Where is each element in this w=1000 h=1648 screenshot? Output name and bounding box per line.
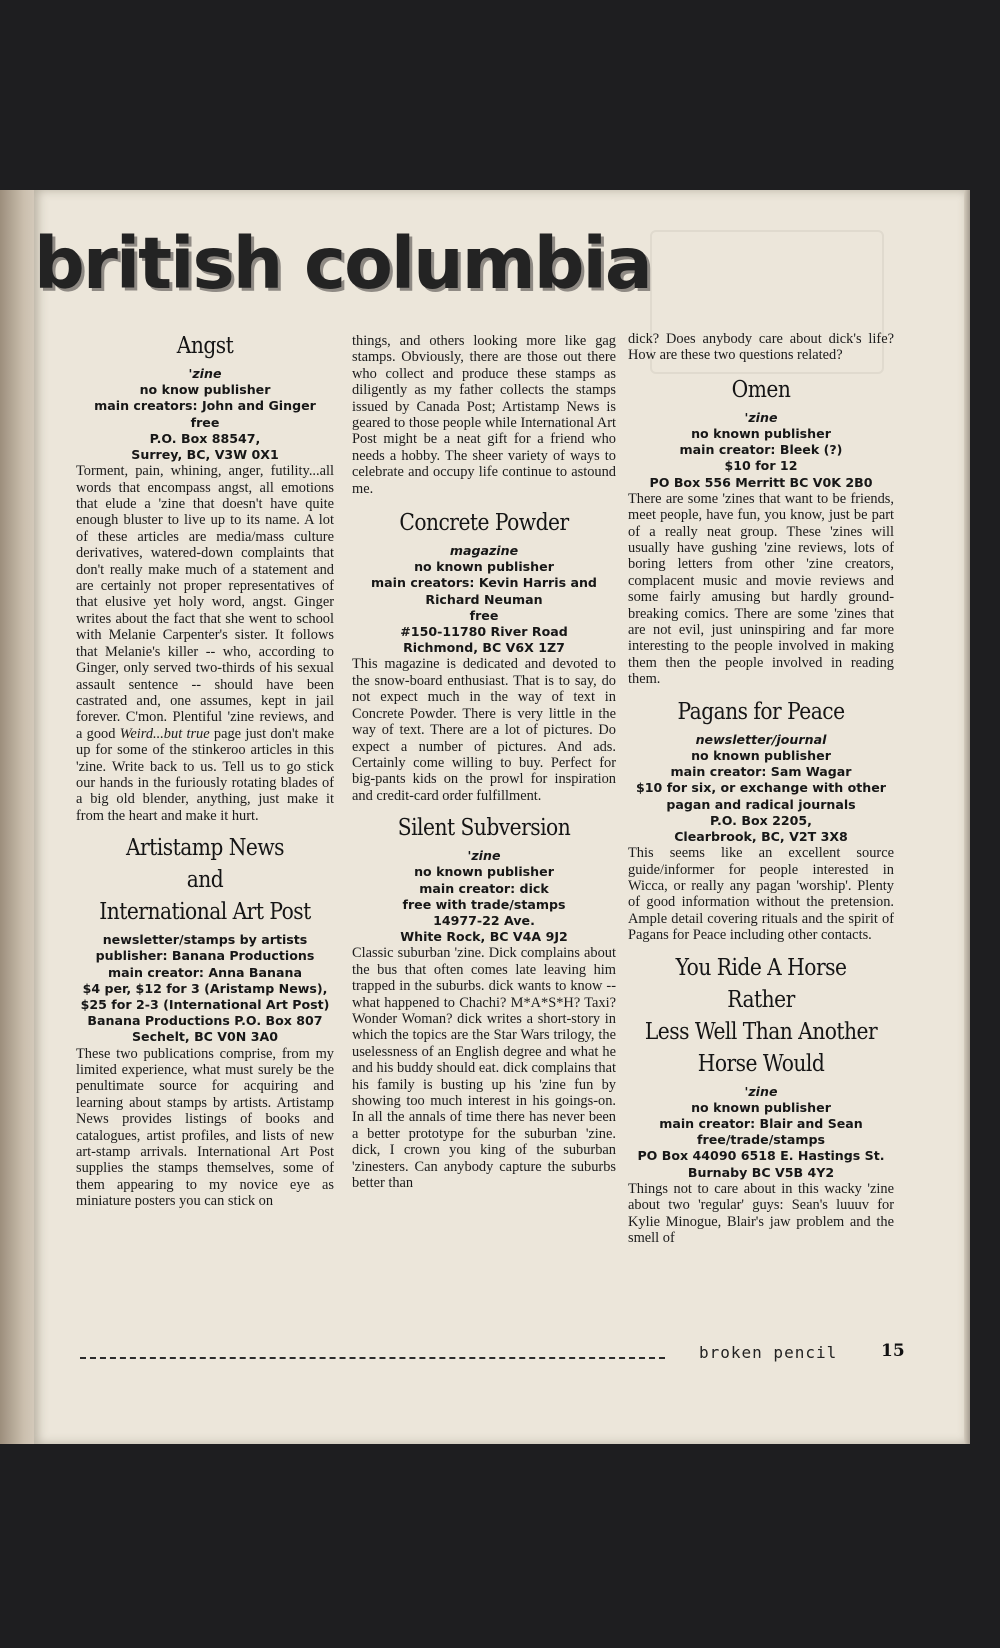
entry-address: Richmond, BC V6X 1Z7 — [403, 640, 565, 656]
entry-publisher: publisher: Banana Productions — [95, 948, 315, 964]
entry-meta-pagans-for-peace — [628, 732, 894, 845]
entry-price: free — [190, 414, 220, 430]
entry-creators: main creator: Sam Wagar — [670, 764, 852, 780]
entry-title-omen: Omen — [731, 376, 791, 403]
entry-publisher: no known publisher — [414, 559, 554, 575]
entry-address: Burnaby BC V5B 4Y2 — [687, 1164, 835, 1180]
footer-publication-name: broken pencil — [699, 1343, 838, 1362]
entry-body-silent-subversion: Classic suburban 'zine. Dick complains about the bus that often comes late leaving him trapped in the suburbs. dick wants to know -- what happened to Chachi? M*A*S*H? Taxi? Wonder Woman? dick writes a short-story in which the topics are the Star Wars trilogy, the uselessness of an English degree and what he and his buddy should eat. dick complains that his family is busting up his 'zine fun by showing too much interest in his goings-on. In all the annals of time there has never been a better prototype for the suburban 'zine. dick, I crown you king of the suburban 'zinesters. Can anybody capture the suburbs better than — [352, 945, 616, 1192]
entry-type: 'zine — [188, 366, 222, 381]
entry-body-you-ride-a-horse: Things not to care about in this wacky 'zine about two 'regular' guys: Sean's luuuv for Kylie Minogue, Blair's jaw problem and the smell of — [628, 1180, 894, 1246]
title-line: Horse Would — [697, 1050, 825, 1077]
body-text: Torment, pain, whining, anger, futility...all words that encompass angst, all emotions that elude a 'zine that doesn't have quite enough bluster to live up to its name. A lot of these articles are media/mass culture derivatives, watered-down complaints that don't really make much of a statement and are certainly not proper representatives of that elusive yet holy word, angst. Ginger writes about the fact that she went to school with Melanie Carpenter's sister. It follows that Melanie's killer -- who, according to Ginger, only served two-thirds of his sexual assault sentence -- should have been castrated and, one assumes, kept in jail forever. C'mon. Plentiful 'zine reviews, and a good — [76, 463, 334, 742]
footer-page-number: 15 — [881, 1341, 905, 1361]
entry-address: White Rock, BC V4A 9J2 — [400, 929, 568, 945]
column-right — [628, 331, 894, 1341]
title-line: Artistamp News — [125, 835, 285, 862]
entry-title-angst: Angst — [176, 333, 234, 359]
entry-address: PO Box 44090 6518 E. Hastings St. — [637, 1148, 885, 1164]
entry-body-omen: There are some 'zines that want to be friends, meet people, have fun, you know, just be part of a really neat group. These 'zines will usually have gushing 'zine reviews, lots of boring letters from other 'zine creators, complacent music and movie reviews and some fairly amusing but hardly ground-breaking comics. There are some 'zines that are not evil, just uninspiring and far more interesting to the people involved in making them then the people involved in reading them. — [628, 490, 894, 688]
entry-price: pagan and radical journals — [666, 796, 856, 812]
body-text: page just don't make up for some of the stinkeroo articles in this 'zine. Write back to us. Tell us to go stick our hands in the furiously rotating blades of a big old blender, anything, just make it from the heart and make it hurt. — [76, 725, 334, 824]
entry-publisher: no known publisher — [691, 1099, 831, 1115]
entry-type: 'zine — [744, 1083, 778, 1099]
entry-meta-you-ride-a-horse — [628, 1084, 894, 1181]
entry-title-concrete-powder: Concrete Powder — [399, 510, 569, 537]
entry-body-silent-subversion-continued: dick? Does anybody care about dick's life? How are these two questions related? — [628, 331, 894, 364]
entry-meta-omen — [628, 410, 894, 491]
entry-address: 14977-22 Ave. — [433, 912, 535, 928]
entry-body-artistamp-continued: things, and others looking more like gag stamps. Obviously, there are those out there who collect and produce these stamps as diligently as my father collects the stamps issued by Canada Post; Artistamp News is geared to those people while International Art Post might be a neat gift for a friend who needs a hobby. The sheer variety of ways to celebrate and occupy life continue to astound me. — [352, 333, 616, 497]
entry-address: Banana Productions P.O. Box 807 — [87, 1013, 323, 1029]
entry-creators: main creator: Anna Banana — [108, 964, 302, 980]
page-edge — [964, 190, 970, 1444]
entry-publisher: no know publisher — [139, 382, 271, 398]
section-title: british columbia — [34, 222, 651, 305]
title-line: You Ride A Horse Rather — [675, 954, 847, 1013]
entry-meta-silent-subversion — [352, 848, 616, 945]
entry-price: $10 for 12 — [724, 458, 798, 474]
entry-body-concrete-powder: This magazine is dedicated and devoted to the snow-board enthusiast. That is to say, do not expect much in the way of text in Concrete Powder. There is very little in the way of text. There are a lot of pictures. Do expect a number of pictures. And ads. Certainly come willing to buy. Perfect for big-pants kids on the prowl for inspiration and credit-card order fulfillment. — [352, 656, 616, 804]
entry-address: #150-11780 River Road — [400, 624, 568, 640]
entry-meta-angst — [76, 366, 334, 463]
title-line: and — [186, 867, 224, 894]
entry-address: P.O. Box 2205, — [710, 812, 812, 828]
entry-type: newsletter/journal — [695, 731, 827, 747]
entry-meta-concrete-powder — [352, 543, 616, 656]
entry-title-pagans-for-peace: Pagans for Peace — [677, 698, 845, 725]
entry-address: Surrey, BC, V3W 0X1 — [131, 447, 279, 463]
entry-price: $25 for 2-3 (International Art Post) — [80, 996, 330, 1012]
entry-publisher: no known publisher — [691, 747, 831, 763]
entry-address: PO Box 556 Merritt BC V0K 2B0 — [649, 474, 873, 490]
entry-address: Clearbrook, BC, V2T 3X8 — [674, 828, 848, 844]
entry-creators: Richard Neuman — [425, 591, 543, 607]
column-middle — [352, 333, 616, 1343]
entry-body-artistamp: These two publications comprise, from my limited experience, what must surely be the penultimate source for acquiring and learning about stamps by artists. Artistamp News provides listings of books and catalogues, artist profiles, and lists of new art-stamp arrivals. International Art Post supplies the stamps themselves, some of them appearing to my novice eye as miniature posters you can stick on — [76, 1045, 334, 1210]
entry-creators: main creator: Bleek (?) — [679, 442, 843, 458]
entry-body-pagans-for-peace: This seems like an excellent source guide/informer for people interested in Wicca, or really any pagan 'worship'. Plenty of good information without the pretension. Ample detail covering rituals and the spirit of Pagans for Peace including other contacts. — [628, 845, 894, 944]
entry-address: P.O. Box 88547, — [149, 430, 261, 446]
entry-type: 'zine — [467, 848, 501, 864]
entry-body-angst — [76, 463, 334, 824]
entry-meta-artistamp — [76, 932, 334, 1045]
entry-title-silent-subversion: Silent Subversion — [397, 815, 571, 842]
entry-creators: main creator: Blair and Sean — [659, 1115, 863, 1131]
body-italic-title: Weird...but true — [119, 725, 210, 742]
title-line: Less Well Than Another — [644, 1018, 878, 1045]
entry-publisher: no known publisher — [691, 426, 831, 442]
entry-creators: main creators: Kevin Harris and — [371, 575, 597, 591]
entry-address: Sechelt, BC V0N 3A0 — [131, 1029, 279, 1045]
column-left — [76, 330, 334, 1340]
entry-price: $4 per, $12 for 3 (Aristamp News), — [82, 980, 328, 996]
entry-type: 'zine — [744, 409, 778, 425]
entry-price: $10 for six, or exchange with other — [636, 780, 886, 796]
footer-dashed-rule — [80, 1357, 665, 1359]
entry-title-artistamp — [91, 832, 318, 928]
entry-type: newsletter/stamps by artists — [102, 932, 308, 948]
entry-publisher: no known publisher — [414, 864, 554, 880]
entry-price: free — [469, 607, 499, 623]
entry-creators: main creator: dick — [419, 880, 549, 896]
entry-price: free/trade/stamps — [697, 1132, 825, 1148]
title-line: International Art Post — [99, 899, 311, 926]
entry-price: free with trade/stamps — [402, 896, 566, 912]
entry-title-you-ride-a-horse — [644, 952, 878, 1080]
entry-creators: main creators: John and Ginger — [94, 398, 316, 414]
entry-type: magazine — [449, 543, 519, 559]
